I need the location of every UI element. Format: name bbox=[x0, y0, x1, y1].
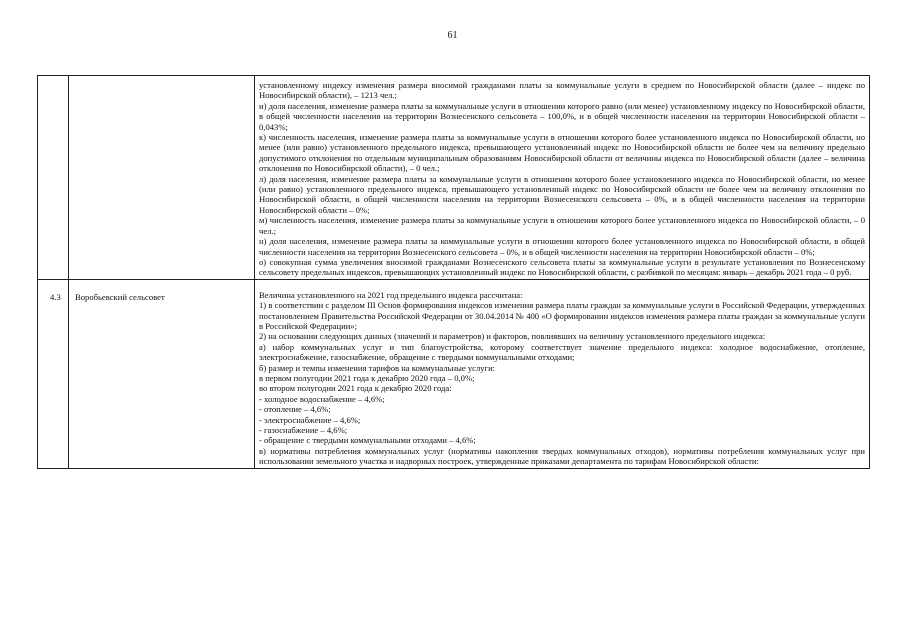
paragraph: - электроснабжение – 4,6%; bbox=[259, 414, 361, 425]
paragraph: 1) в соответствии с разделом III Основ формирования индексов изменения размера платы граждан за коммунальные услуги в Российской Федерации, утвержденных постановлением Правительства Российской Федерации от 30.04.2014 № 400 «О формировании индексов изменения размера платы граждан за коммунальные услуги в Российской Федерации»; bbox=[259, 300, 865, 331]
paragraph: м) численность населения, изменение размера платы за коммунальные услуги в отношении которого более установленного индекса по Новосибирской области, – 0 чел.; bbox=[259, 215, 865, 236]
paragraph: а) набор коммунальных услуг и тип благоустройства, которому соответствует значение предельного индекса: холодное водоснабжение, отопление, электроснабжение, газоснабжение, обращение с твердыми коммунальными отходами; bbox=[259, 341, 865, 363]
paragraph: - обращение с твердыми коммунальными отходами – 4,6%; bbox=[259, 435, 476, 446]
row-number-cell bbox=[38, 279, 69, 468]
page-number: 61 bbox=[447, 30, 458, 41]
row-number bbox=[38, 76, 68, 88]
municipality-name-cell bbox=[69, 279, 255, 468]
table-row bbox=[38, 76, 870, 280]
table-row bbox=[38, 279, 870, 468]
municipality-name: Воробьевский сельсовет bbox=[75, 291, 165, 302]
description-text bbox=[255, 280, 869, 468]
paragraph: - отопление – 4,6%; bbox=[259, 404, 331, 415]
paragraph: л) доля населения, изменение размера платы за коммунальные услуги в отношении которого более установленного индекса по Новосибирской области, но менее (или равно) установленного предельного индекса, превышающего установленный индекс по Новосибирской области не более чем на величину отклонения по Новосибирской области, в общей численности населения на территории Вознесенского сельсовета – 0%, и в общей численности населения на территории Новосибирской области – 0%; bbox=[259, 173, 865, 215]
paragraph: к) численность населения, изменение размера платы за коммунальные услуги в отношении которого более установленного индекса по Новосибирской области, но менее (или равно) установленного предельного индекса, превышающего установленный индекс по Новосибирской области не более чем на величину предельно допустимого отклонения по отдельным муниципальным образованиям Новосибирской области от величины индекса по Новосибирской области (далее – величина отклонения по Новосибирской области), – 0 чел.; bbox=[259, 132, 865, 174]
paragraph: в первом полугодии 2021 года к декабрю 2020 года – 0,0%; bbox=[259, 372, 475, 383]
municipality-name-cell bbox=[69, 76, 255, 280]
description-cell bbox=[255, 76, 870, 280]
description-text bbox=[255, 76, 869, 279]
paragraph: н) доля населения, изменение размера платы за коммунальные услуги в отношении которого более установленного индекса по Новосибирской области, в общей численности населения на территории Вознесенского сельсовета – 0%, и в общей численности населения на территории Новосибирской области – 0%; bbox=[259, 236, 865, 257]
paragraph: Величина установленного на 2021 год предельного индекса рассчитана: bbox=[259, 289, 523, 300]
municipality-name bbox=[69, 76, 254, 88]
paragraph: во втором полугодии 2021 года к декабрю 2020 года: bbox=[259, 383, 452, 394]
paragraph: установленному индексу изменения размера вносимой гражданами платы за коммунальные услуги в среднем по Новосибирской области (далее – индекс по Новосибирской области), – 1213 чел.; bbox=[259, 80, 865, 101]
row-number-cell bbox=[38, 76, 69, 280]
paragraph: - газоснабжение – 4,6%; bbox=[259, 425, 348, 435]
paragraph: в) нормативы потребления коммунальных услуг (нормативы накопления твердых коммунальных отходов), нормативы потребления коммунальных услуг при использовании земельного участка и надворных построек, утвержденные приказами департамента по тарифам Новосибирской области: bbox=[259, 445, 865, 467]
paragraph: - холодное водоснабжение – 4,6%; bbox=[259, 393, 385, 404]
paragraph: о) совокупная сумма увеличения вносимой гражданами Вознесенского сельсовета платы за коммунальные услуги в результате установления по Вознесенскому сельсовету предельных индексов, превышающих установленный индекс по Новосибирской области, с разбивкой по месяцам: январь – декабрь 2021 года – 0 руб. bbox=[259, 256, 865, 278]
row-number: 4.3 bbox=[50, 291, 61, 302]
paragraph: 2) на основании следующих данных (значений и параметров) и факторов, повлиявших на величину установленного предельного индекса: bbox=[259, 331, 766, 342]
document-table bbox=[37, 75, 870, 469]
paragraph: б) размер и темпы изменения тарифов на коммунальные услуги: bbox=[259, 362, 496, 373]
paragraph: и) доля населения, изменение размера платы за коммунальные услуги в отношении которого равно (или менее) установленному индексу по Новосибирской области, в общей численности населения на территории Вознесенского сельсовета – 100,0%, и в общей численности населения на территории Новосибирской области – 0,043%; bbox=[259, 100, 865, 132]
description-cell bbox=[255, 279, 870, 468]
